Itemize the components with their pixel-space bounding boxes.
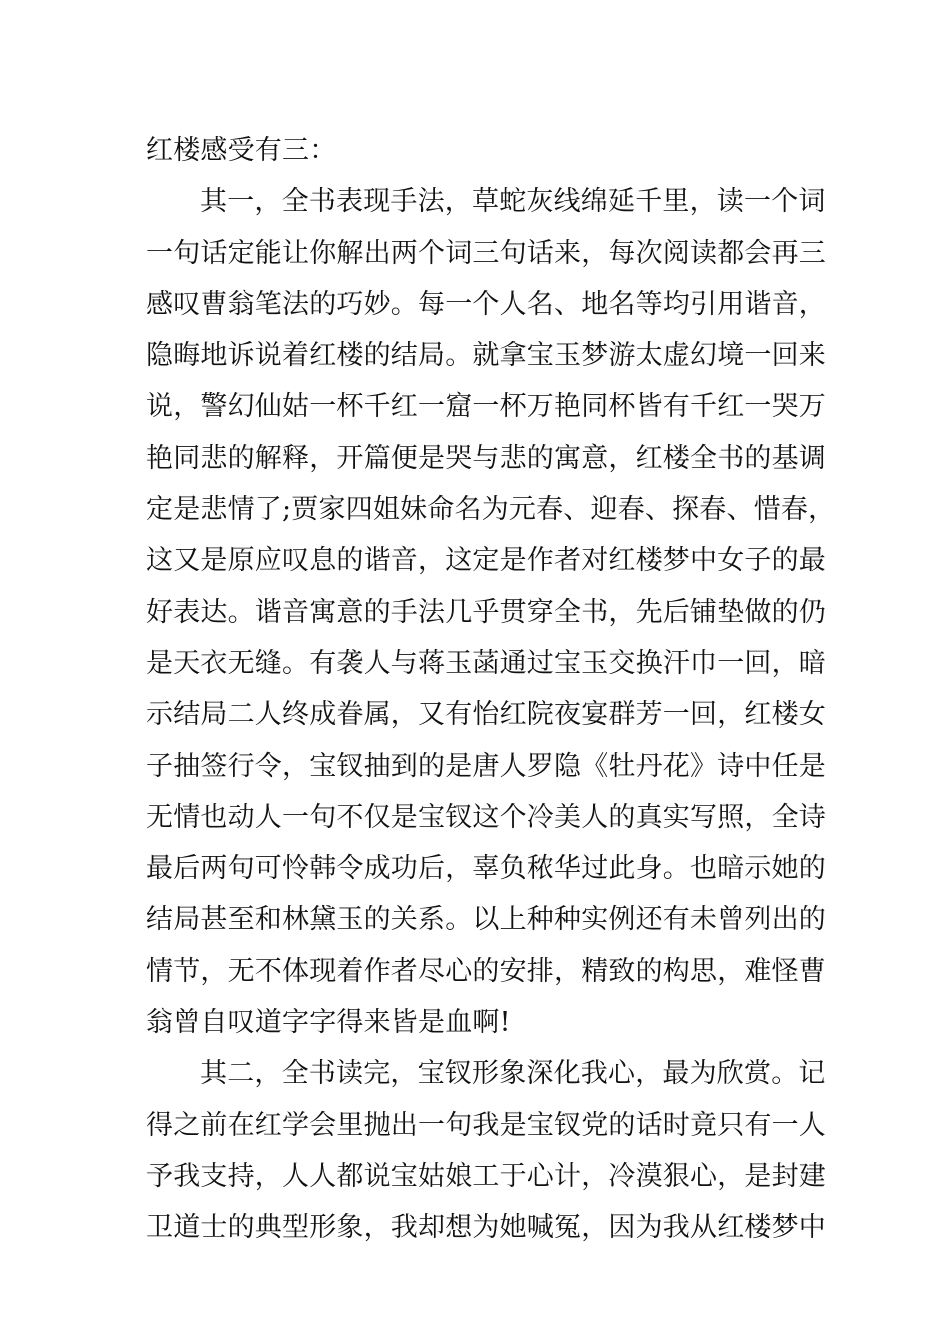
body-text — [146, 125, 836, 1254]
paragraph-1-line-7: 定是悲情了;贾家四姐妹命名为元春、迎春、探春、惜春， — [146, 494, 836, 526]
paragraph-1-line-9: 好表达。谐音寓意的手法几乎贯穿全书，先后铺垫做的仍 — [146, 596, 826, 628]
paragraph-1-line-15: 结局甚至和林黛玉的关系。以上种种实例还有未曾列出的 — [146, 904, 826, 936]
paragraph-1-line-12: 子抽签行令，宝钗抽到的是唐人罗隐《牡丹花》诗中任是 — [146, 750, 826, 782]
paragraph-1-line-4: 隐晦地诉说着红楼的结局。就拿宝玉梦游太虚幻境一回来 — [146, 340, 826, 372]
paragraph-2-line-1: 其二，全书读完，宝钗形象深化我心，最为欣赏。记 — [200, 1058, 826, 1090]
paragraph-1-line-8: 这又是原应叹息的谐音，这定是作者对红楼梦中女子的最 — [146, 545, 826, 577]
paragraph-1-line-6: 艳同悲的解释，开篇便是哭与悲的寓意，红楼全书的基调 — [146, 442, 826, 474]
paragraph-1-line-16: 情节，无不体现着作者尽心的安排，精致的构思，难怪曹 — [146, 955, 826, 987]
paragraph-1-line-14: 最后两句可怜韩令成功后，辜负秾华过此身。也暗示她的 — [146, 853, 826, 885]
paragraph-1-line-11: 示结局二人终成眷属，又有怡红院夜宴群芳一回，红楼女 — [146, 699, 826, 731]
paragraph-2-line-2: 得之前在红学会里抛出一句我是宝钗党的话时竟只有一人 — [146, 1109, 826, 1141]
paragraph-1-line-5: 说，警幻仙姑一杯千红一窟一杯万艳同杯皆有千红一哭万 — [146, 391, 826, 423]
paragraph-1-line-13: 无情也动人一句不仅是宝钗这个冷美人的真实写照，全诗 — [146, 801, 826, 833]
paragraph-2-line-4: 卫道士的典型形象，我却想为她喊冤，因为我从红楼梦中 — [146, 1212, 826, 1244]
paragraph-1-line-1: 其一，全书表现手法，草蛇灰线绵延千里，读一个词 — [200, 186, 826, 218]
heading-line: 红楼感受有三： — [146, 135, 337, 166]
paragraph-1-line-2: 一句话定能让你解出两个词三句话来，每次阅读都会再三 — [146, 237, 826, 269]
paragraph-1-line-10: 是天衣无缝。有袭人与蒋玉菡通过宝玉交换汗巾一回，暗 — [146, 647, 826, 679]
paragraph-1-line-3: 感叹曹翁笔法的巧妙。每一个人名、地名等均引用谐音， — [146, 288, 826, 320]
paragraph-2-line-3: 予我支持，人人都说宝姑娘工于心计，冷漠狠心，是封建 — [146, 1160, 826, 1192]
paragraph-1-line-17: 翁曾自叹道字字得来皆是血啊! — [146, 1007, 511, 1039]
